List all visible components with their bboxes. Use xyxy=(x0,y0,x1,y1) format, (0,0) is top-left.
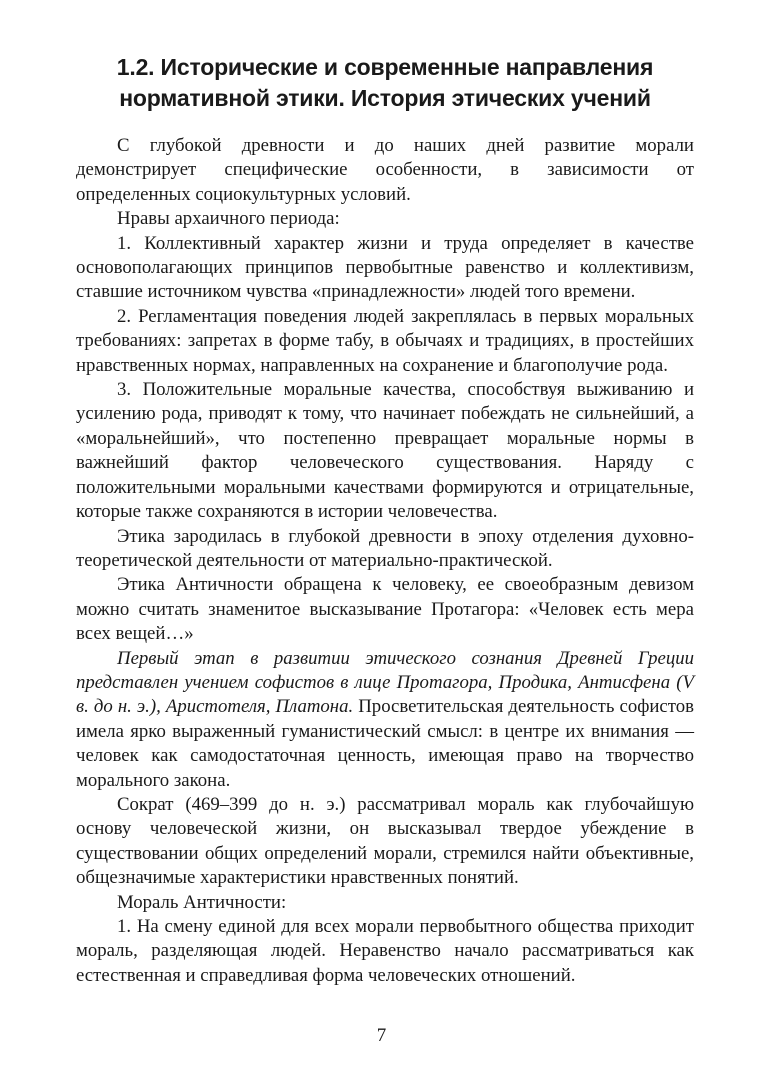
paragraph-socrates: Сократ (469–399 до н. э.) рассматривал мораль как глубочайшую основу человеческой жизни, он высказывал твердое убеждение в существовании общих определений морали, стремился найти объективные, общезначимые характеристики нравственных понятий. xyxy=(76,793,694,889)
paragraph-antiquity-item-1: 1. На смену единой для всех морали первобытного общества приходит мораль, разделяющая людей. Неравенство начало рассматриваться как естественная и справедливая форма человеческих отношений. xyxy=(76,916,694,986)
paragraph-archaic-item-3: 3. Положительные моральные качества, способствуя выживанию и усилению рода, приводят к тому, что начинает побеждать не сильнейший, а «моральнейший», что постепенно превращает моральные нормы в важнейший фактор человеческого существования. Наряду с положительными моральными качествами формируются и отрицательные, которые также сохраняются в истории человечества. xyxy=(76,379,694,523)
section-heading-line-2: нормативной этики. История этических учений xyxy=(119,85,651,111)
section-heading-line-1: 1.2. Исторические и современные направления xyxy=(116,54,654,80)
paragraph-intro: С глубокой древности и до наших дней развитие морали демонстрирует специфические особенности, в зависимости от определенных социокультурных условий. xyxy=(76,135,694,205)
body-text xyxy=(76,134,694,988)
paragraph-antiquity-ethics: Этика Античности обращена к человеку, ее своеобразным девизом можно считать знаменитое высказывание Протагора: «Человек есть мера всех вещей…» xyxy=(76,574,694,645)
section-heading xyxy=(76,52,694,114)
paragraph-antiquity-morality-heading: Мораль Античности: xyxy=(117,891,287,913)
paragraph-archaic-item-2: 2. Регламентация поведения людей закреплялась в первых моральных требованиях: запретах в форме табу, в обычаях и традициях, в простейших нравственных нормах, направленных на сохранение и благополучие рода. xyxy=(76,305,694,376)
paragraph-archaic-item-1: 1. Коллективный характер жизни и труда определяет в качестве основополагающих принципов первобытные равенство и коллективизм, ставшие источником чувства «принадлежности» людей того времени. xyxy=(76,232,694,303)
page-number: 7 xyxy=(376,1025,387,1046)
paragraph-archaic-heading: Нравы архаичного периода: xyxy=(117,208,340,230)
paragraph-ethics-origin: Этика зародилась в глубокой древности в эпоху отделения духовно-теоретической деятельности от материально-практической. xyxy=(76,525,694,571)
paragraph-sophists xyxy=(76,647,694,793)
sophists-italic-text: Первый этап в развитии этического сознания Древней Греции представлен учением софистов в лице Протагора, Продика, Антисфена (V в. до н. э.), Аристотеля, Платона. xyxy=(76,647,694,718)
sophists-regular-text: Просветительская деятельность софистов имела ярко выраженный гуманистический смысл: в центре их внимания — человек как самодостаточная ценность, имеющая право на творчество морального закона. xyxy=(76,696,694,791)
